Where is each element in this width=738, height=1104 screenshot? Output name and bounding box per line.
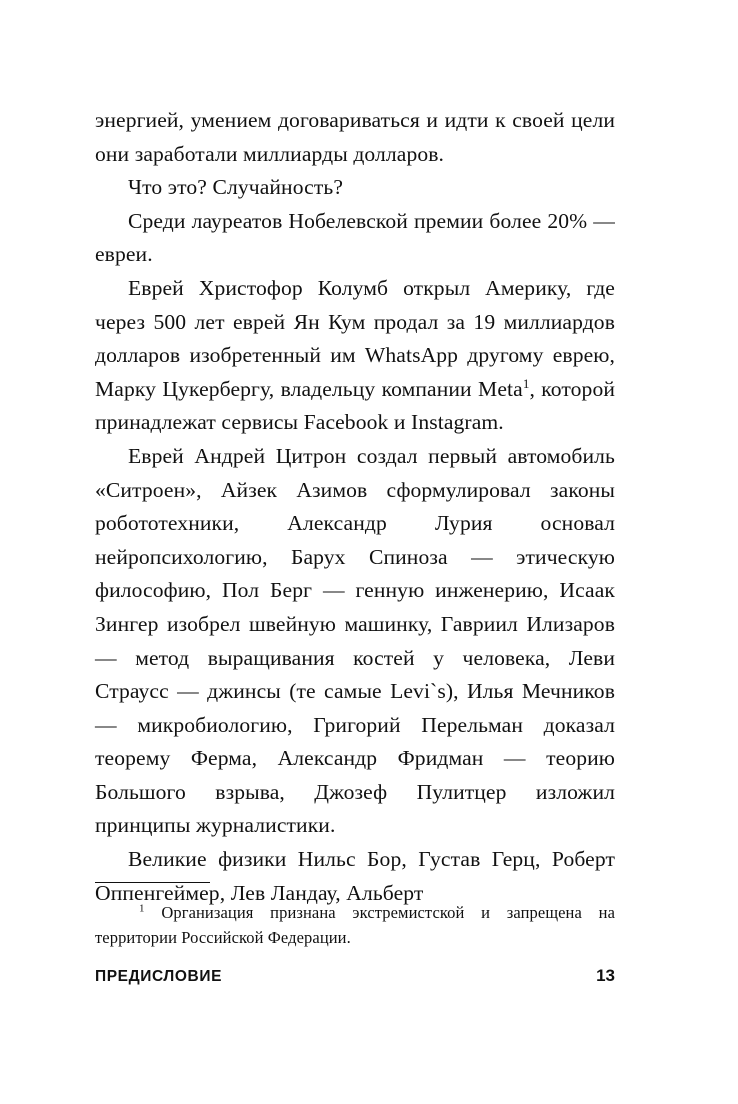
paragraph-5: Еврей Андрей Цитрон создал первый автомобиль «Ситроен», Айзек Азимов сформулировал законы робототехники, Александр Лурия основал нейропсихологию, Барух Спиноза — этическую философию, Пол Берг — генную инженерию, Исаак Зингер изобрел швейную машинку, Гавриил Илизаров — метод выращивания костей у человека, Леви Страусс — джинсы (те самые Levi`s), Илья Мечников — микробиологию, Григорий Перельман доказал теорему Ферма, Александр Фридман — теорию Большого взрыва, Джозеф Пулитцер изложил принципы журналистики. (95, 443, 615, 838)
paragraph-2: Что это? Случайность? (128, 175, 344, 200)
paragraph-4-part-a: Еврей Христофор Колумб открыл Америку, где через 500 лет еврей Ян Кум продал за 19 миллиардов долларов изобретенный им WhatsApp другому еврею, Марку Цукербергу, владельцу компании Meta (95, 275, 615, 401)
paragraph-4-part-b: , которой принадлежат сервисы Facebook и Instagram. (95, 376, 615, 435)
paragraph-6: Великие физики Нильс Бор, Густав Герц, Роберт Оппенгеймер, Лев Ландау, Альберт (95, 847, 615, 905)
footnote-marker: 1 (139, 902, 145, 915)
footnote-body: Организация признана экстремистской и запрещена на территории Российской Федерации. (95, 903, 615, 947)
paragraph-4 (95, 272, 615, 440)
page-number: 13 (596, 966, 615, 985)
body-text (95, 104, 615, 910)
running-footer (95, 966, 615, 986)
paragraph-3: Среди лауреатов Нобелевской премии более 20% — евреи. (95, 208, 615, 267)
footnote-text (95, 900, 615, 950)
paragraph-1: энергией, умением договариваться и идти к своей цели они заработали миллиарды долларов. (95, 108, 615, 166)
footnote-separator-rule (95, 882, 210, 883)
footnote-reference-marker: 1 (522, 375, 530, 391)
footnote-block (95, 900, 615, 950)
running-head-title: ПРЕДИСЛОВИЕ (95, 968, 223, 985)
